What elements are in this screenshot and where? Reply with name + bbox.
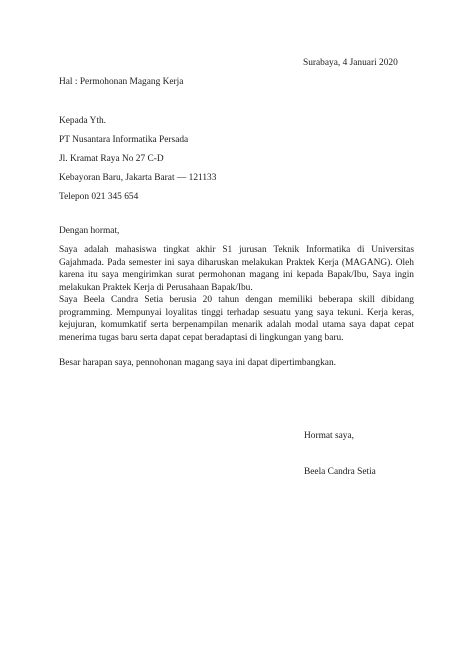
recipient-address-line1: Jl. Kramat Raya No 27 C-D xyxy=(59,154,164,164)
closing: Hormat saya, xyxy=(304,431,354,441)
body-paragraph-3: Besar harapan saya, pennohonan magang saya ini dapat dipertimbangkan. xyxy=(59,358,336,368)
recipient-company: PT Nusantara Informatika Persada xyxy=(59,135,189,145)
recipient-phone: Telepon 021 345 654 xyxy=(59,192,139,202)
recipient-address-line2: Kebayoran Baru, Jakarta Barat — 121133 xyxy=(59,173,217,183)
signatory-name: Beela Candra Setia xyxy=(304,467,376,477)
recipient-greeting: Kepada Yth. xyxy=(59,116,107,126)
letter-subject: Hal : Permohonan Magang Kerja xyxy=(59,77,184,87)
place-date: Surabaya, 4 Januari 2020 xyxy=(303,58,398,68)
body-paragraph-1: Saya adalah mahasiswa tingkat akhir S1 jurusan Teknik Informatika di Universitas Gajahmada. Pada semester ini saya diharuskan melakukan Praktek Kerja (MAGANG). Oleh karena itu saya mengirimkan surat permohonan magang ini kepada Bapak/Ibu, Saya ingin melakukan Praktek Kerja di Perusahaan Bapak/Ibu. xyxy=(59,245,414,293)
body-paragraph-2: Saya Beela Candra Setia berusia 20 tahun dengan memiliki beberapa skill dibidang programming. Mempunyai loyalitas tinggi terhadap sesuatu yang saya tekuni. Kerja keras, kejujuran, komumkatif serta berpenampilan menarik adalah modal utama saya dapat cepat menerima tugas baru serta dapat cepat beradaptasi di lingkungan yang baru. xyxy=(59,295,414,343)
salutation: Dengan hormat, xyxy=(59,226,120,236)
